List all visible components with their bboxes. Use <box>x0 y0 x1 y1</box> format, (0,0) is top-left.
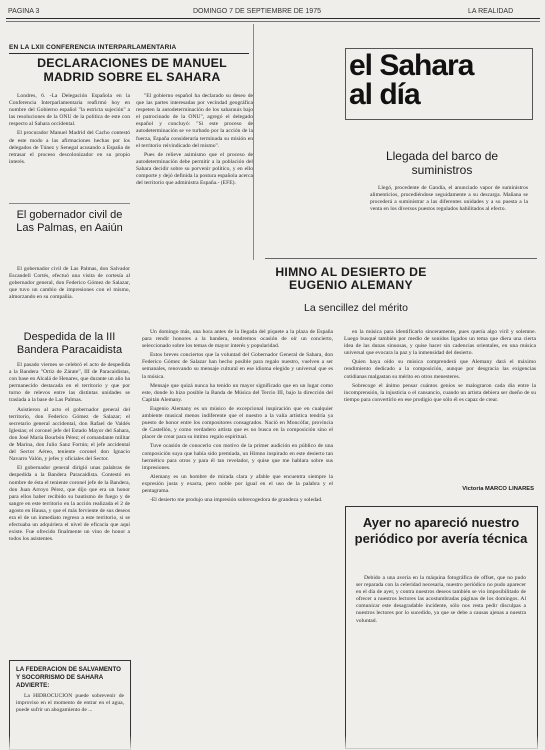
kicker-rule <box>9 53 249 54</box>
page-number: PAGINA 3 <box>8 8 40 15</box>
paragraph: Alemany es un hombre de mirada clara y afable que encuentra siempre la expresión justa y exacta, pero noble por igual en el uso de la palabra y el pentagrama. <box>142 473 333 494</box>
paragraph: El procurador Manuel Madrid del Cacho contestó de este modo a las afirmaciones hechas por los delegados de Túnez y Senegal acusando a España de retrasar el proceso descolonizador en su propio interés. <box>9 130 130 165</box>
ayer-body <box>356 575 526 743</box>
himno-col-1 <box>142 329 333 747</box>
masthead-body <box>370 185 528 240</box>
page-edge-fade <box>0 735 545 750</box>
paragraph: -El desierto me produjo una impresión sobrecogedora de grandeza y soledad. <box>150 497 323 504</box>
paragraph: El gobernador general dirigió unas palabras de despedida a la Bandera Paracaidista. Contestó en nombre de ésta el teniente coronel jefe de la Bandera, don Juan Arroyo Pérez, que dijo que era un honor para ellos haber recibido su bautismo de fuego y de sangre en este territorio en la acción realizada el 2 de agosto en Hausa, y que el más ferviente de sus deseos era el de un inmediato regreso a este territorio, si se efectuaba un adquiriera el nivel de eficacia que aquí existe. Fue ofrecido finalmente un vino de honor a todos los asistentes. <box>9 465 130 543</box>
paragraph: en la música para identificarlo sinceramente, pues quería algo viril y solemne. Luego busqué también por medio de sonidos ligados un tema que diera una cierta idea de las dunas sinuosas, y quise hacer sin cadencias orientales, en una música universal que evocara la paz y la inmensidad del desierto. <box>344 329 536 357</box>
himno-title: HIMNO AL DESIERTO DE EUGENIO ALEMANY <box>275 265 427 293</box>
despedida-title: Despedida de la III Bandera Paracaidista <box>16 331 123 356</box>
gobernador-title: El gobernador civil de Las Palmas, en Aaiún <box>16 209 123 234</box>
himno-subtitle: La sencillez del mérito <box>304 302 408 314</box>
headline: DECLARACIONES DE MANUEL MADRID SOBRE EL SAHARA <box>37 56 227 84</box>
paragraph: Pues de relieve asimismo que el proceso de autodeterminación debe permitir a la población del Sahara decidir sobre su porvenir político, y en ello comporte y dejó definida la postura española acerca del territorio que administra España.- (EFE). <box>136 151 253 187</box>
masthead-block <box>341 45 536 123</box>
paragraph: Londres, 6. -La Delegación Española en la Conferencia Interparlamentaria reafirmó hoy en nombre del Gobierno español "la estricta sujeción" a las resoluciones de la ONU de la política de este con respecto al Sahara occidental. <box>9 93 130 128</box>
paragraph: Eugenio Alemany es un músico de excepcional inspiración que en cualquier ambiente musical menos indiferente que el nuestro a la valía artística tendría ya puesto de honor entre los compositores consagrados. Nació en Moncófar, provincia de Castellón, y como verdadero artista que es no busca en la composición sino el placer de crear para su íntimo regalo espiritual. <box>142 405 333 441</box>
paragraph: Tuve ocasión de conocerlo con motivo de la primer audición en público de una composición suya que había sido premiada, un Himno inspirado en este desierto tan hermético para otros y para él tan revelador, y quise que me hablara sobre sus impresiones. <box>142 443 333 471</box>
header-rule-thin <box>6 21 540 22</box>
paragraph: Un domingo más, una hora antes de la llegada del piquete a la plaza de España para rendir honores a la bandera, tendremos ocasión de oír un concierto, seleccionado sobre los temas de mayor interés y popularidad. <box>142 329 333 350</box>
federacion-title-line: LA FEDERACION DE SALVAMENTO Y SOCORRISMO DE SAHARA <box>16 666 121 681</box>
ayer-box <box>345 506 538 749</box>
story-col-1 <box>9 93 130 181</box>
paper-name: LA REALIDAD <box>468 8 514 15</box>
himno-col-2 <box>344 329 536 489</box>
federacion-body <box>10 692 130 734</box>
federacion-title-line: ADVIERTE: <box>16 682 50 689</box>
paragraph: Quien haya oído su música comprenderá que Alemany dará el máximo rendimiento dedicado a la composición, aunque por desgracia las exigencias cotidianas malgastan su mérito en otros menesteres. <box>344 359 536 380</box>
header-rule <box>6 18 540 19</box>
masthead-line-1: el Sahara <box>349 49 474 82</box>
gobernador-body <box>9 266 130 328</box>
column-divider <box>253 24 254 260</box>
masthead-frame <box>345 48 533 120</box>
paragraph: "El gobierno español ha declarado su deseo de que las partes interesadas por vecindad geográfica respeten la autodeterminación de los saharauis bajo el patrocinado de la ONU", agregó el delegado español y concluyó: "Si este proceso de autodeterminación se ve turbado por la acción de la fuerza, España consideraría terminada su misión en el territorio reivindicado del mismo". <box>136 93 253 149</box>
despedida-body <box>9 362 130 652</box>
paragraph: Asistieron al acto el gobernador general del territorio, don Federico Gómez de Salazar; el secretario general accidental, don Rafael de Valdés Iglesias; el coronel jefe del Estado Mayor del Sahara, don José María Bourbón Pérez; el comandante militar de Marina, don Julio Sanz Fortún; el jefe accidental del Sector Aéreo, teniente coronel don Ignacio Navarro Valón, y jefes y oficiales del Sector. <box>9 406 130 463</box>
section-rule <box>9 203 130 204</box>
section-rule <box>265 258 537 259</box>
story-col-2 <box>136 93 253 258</box>
himno-signature: Victoria MARCO LINARES <box>462 486 534 492</box>
running-head <box>0 6 545 18</box>
paragraph: Sobrecoge el ánimo pensar cuántos genios se malograron cada día entre la incomprensión, la injusticia o el cansancio, cuando un artista debiera ser dueño de su tiempo para convertirlo en ese prodigio que sólo él es capaz de crear. <box>344 382 536 403</box>
kicker: EN LA LXII CONFERENCIA INTERPARLAMENTARIA <box>9 44 177 51</box>
paragraph: El pasado viernes se celebró el acto de despedida a la Bandera "Ortiz de Zárate", III de Paracaidistas, con base en Alcalá de Henares, que durante un año ha permanecido destacada en el territorio y que por turno de relevos entre las distintas unidades se traslada a la base de Las Palmas. <box>9 362 130 404</box>
paragraph: Estos breves conciertos que la voluntad del Gobernador General de Sahara, don Federico Gómez de Salazar han hecho posible para regalo nuestro, vuelven a ser semanales, renovando su mensaje cultural en ese idioma elegido y universal que es la música. <box>142 352 333 380</box>
paragraph: Debido a una avería en la máquina fotográfica de offset, que no pudo ser reparada con la celeridad necesaria, nuestro periódico no pudo aparecer en el día de ayer, y contra nuestros deseos también se vio imposibilitado de ofrecer a nuestros lectores las acostumbradas páginas de los domingos. Al comunicar este desagradable incidente, sólo nos resta pedir disculpas a nuestros lectores por lo sucedido, ya que se debe a causas ajenas a nuestra voluntad. <box>356 575 526 624</box>
paragraph: La HIDROCUCION puede sobrevenir de improviso en el momento de entrar en el agua, puede sufrir un ahogamiento de ... <box>16 693 124 714</box>
paragraph: El gobernador civil de Las Palmas, don Salvador Escandell Cortés, efectuó una visita de cortesía al gobernador general, don Federico Gómez de Salazar, que tuvo un cambio de impresiones con el mismo, almorzando en su compañía. <box>9 266 130 301</box>
issue-date: DOMINGO 7 DE SEPTIEMBRE DE 1975 <box>193 8 321 15</box>
masthead-line-2: al día <box>349 78 420 111</box>
paragraph: Mensaje que quizá nunca ha tenido un mayor significado que en un lugar como este, donde lo hizo posible la Banda de Música del Tercio III, bajo la dirección del Capitán Alemany. <box>142 382 333 403</box>
federacion-title <box>10 661 130 692</box>
ayer-title: Ayer no apareció nuestro periódico por avería técnica <box>354 515 528 546</box>
paragraph: Llegó, procedente de Gandía, el anunciado vapor de suministros alimenticios, procediéndose seguidamente a su descarga. Mañana se procederá a suministrar a las diferentes unidades y a su puesta a la venta en los diversos puestos regulados habilitados al efecto. <box>370 185 528 213</box>
masthead-subtitle: Llegada del barco de suministros <box>385 149 499 177</box>
